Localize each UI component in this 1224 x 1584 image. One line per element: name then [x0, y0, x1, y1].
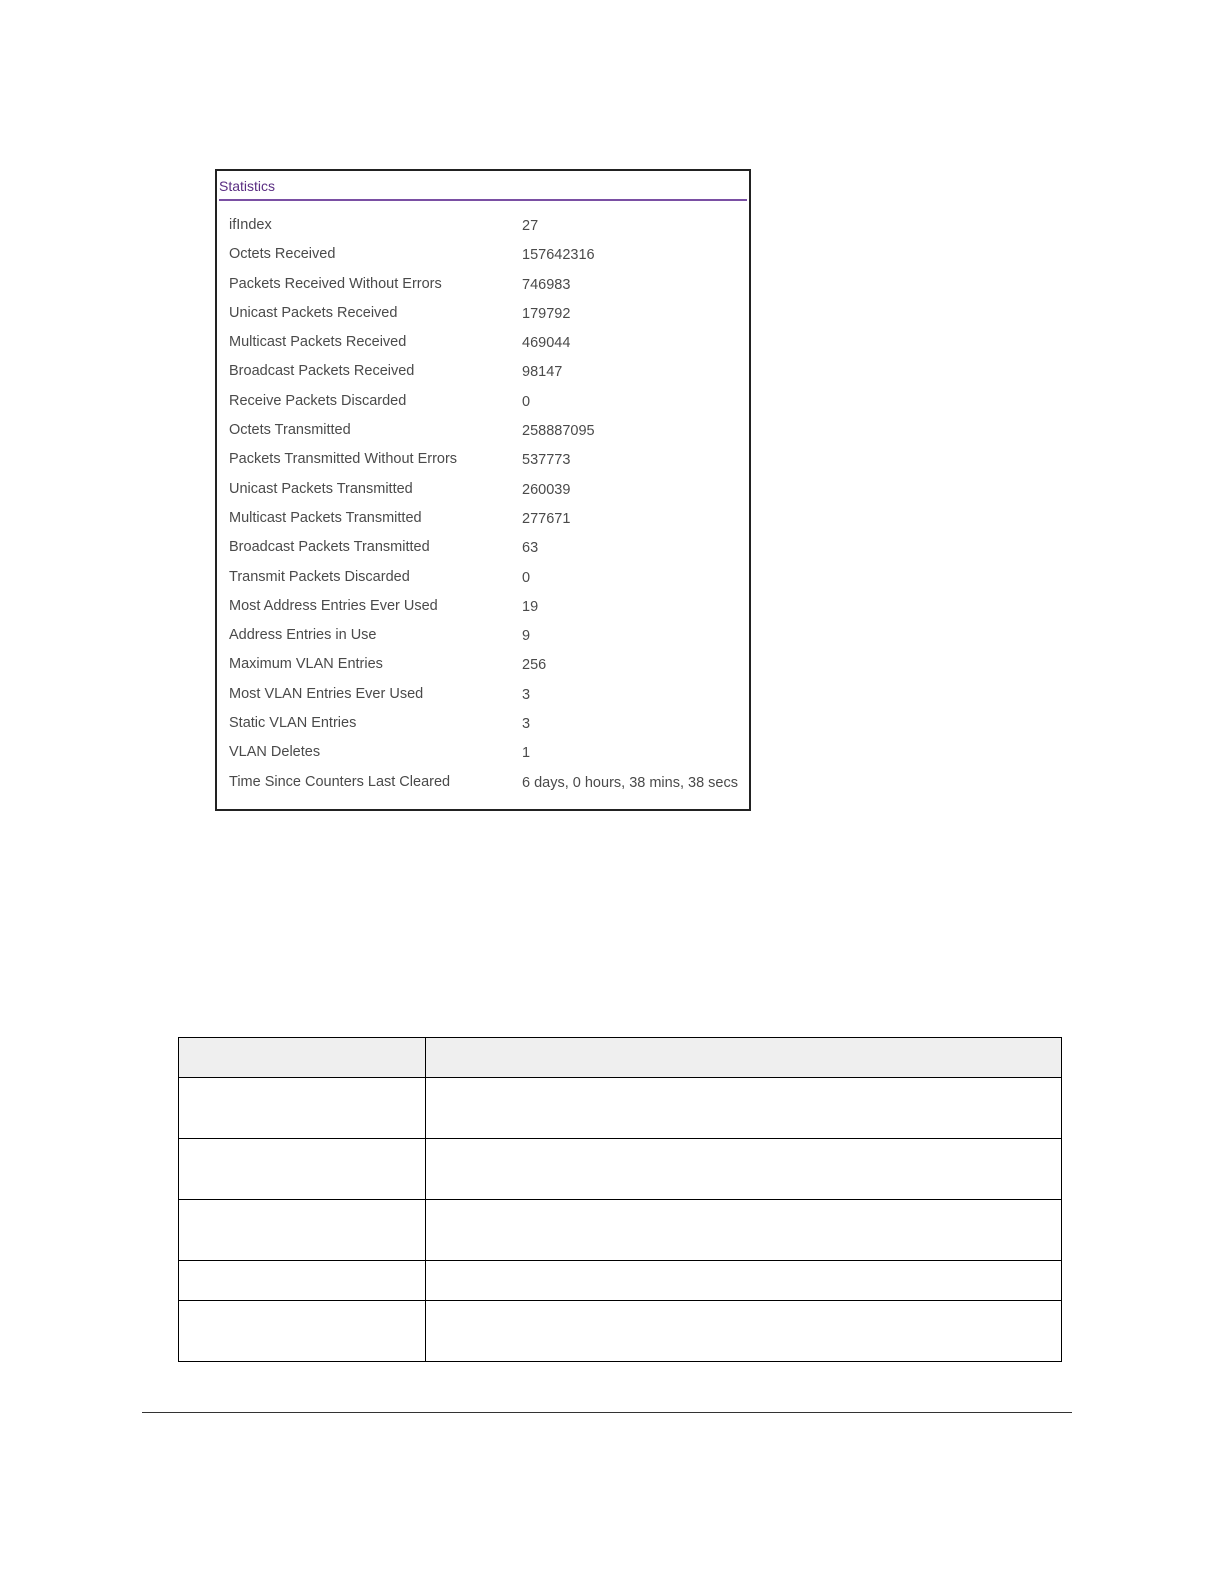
stat-label: Maximum VLAN Entries [229, 656, 383, 673]
stat-value: 3 [522, 686, 531, 703]
stat-label: Static VLAN Entries [229, 715, 357, 732]
stat-label: Most Address Entries Ever Used [229, 597, 438, 614]
stat-label: Unicast Packets Received [229, 304, 398, 321]
stat-label: Time Since Counters Last Cleared [229, 773, 451, 790]
statistics-panel [215, 169, 751, 811]
table-cell [179, 1139, 426, 1200]
stat-value: 27 [522, 218, 539, 234]
stat-value: 537773 [522, 452, 571, 469]
stat-label: Address Entries in Use [229, 627, 377, 644]
table-cell [426, 1200, 1062, 1261]
stat-row-most-address-entries-ever-used [217, 593, 749, 622]
stat-row-time-since-counters-last-cleared [217, 769, 749, 798]
stat-label: Receive Packets Discarded [229, 392, 407, 409]
stat-row-broadcast-packets-received [217, 358, 749, 387]
table-row [179, 1301, 1062, 1362]
stat-value: 256 [522, 657, 547, 674]
stat-value: 9 [522, 628, 531, 645]
table-header-cell [426, 1038, 1062, 1078]
stat-value: 6 days, 0 hours, 38 mins, 38 secs [522, 774, 738, 791]
stat-label: Unicast Packets Transmitted [229, 480, 413, 497]
stat-value: 3 [522, 716, 531, 733]
table-row [179, 1078, 1062, 1139]
stat-row-address-entries-in-use [217, 622, 749, 651]
stat-label: Packets Received Without Errors [229, 275, 442, 292]
stat-row-unicast-packets-transmitted [217, 476, 749, 505]
stat-row-octets-transmitted [217, 417, 749, 446]
table-cell [426, 1139, 1062, 1200]
table-row [179, 1261, 1062, 1301]
stat-value: 277671 [522, 510, 571, 527]
stat-row-static-vlan-entries [217, 710, 749, 739]
stat-value: 98147 [522, 364, 563, 381]
stat-label: Multicast Packets Received [229, 334, 407, 351]
stat-value: 157642316 [522, 247, 595, 264]
stat-row-vlan-deletes [217, 739, 749, 768]
stat-label: Packets Transmitted Without Errors [229, 451, 458, 468]
stat-value: 260039 [522, 481, 571, 498]
stat-value: 1 [522, 745, 531, 762]
stat-row-multicast-packets-received [217, 329, 749, 358]
stat-row-receive-packets-discarded [217, 388, 749, 417]
description-table [178, 1037, 1062, 1362]
stat-value: 179792 [522, 305, 571, 322]
tab-divider [219, 199, 747, 201]
table-header-cell [179, 1038, 426, 1078]
stat-row-most-vlan-entries-ever-used [217, 681, 749, 710]
table-cell [179, 1078, 426, 1139]
table-cell [179, 1200, 426, 1261]
stat-label: Octets Transmitted [229, 422, 351, 439]
footer-divider [142, 1412, 1072, 1413]
stat-label: ifIndex [229, 217, 272, 233]
table-cell [426, 1078, 1062, 1139]
stat-row-maximum-vlan-entries [217, 651, 749, 680]
stat-row-ifindex [217, 212, 749, 241]
stat-label: Most VLAN Entries Ever Used [229, 685, 424, 702]
stat-label: Broadcast Packets Transmitted [229, 539, 430, 556]
stat-row-packets-transmitted-without-errors [217, 446, 749, 475]
table-header-row [179, 1038, 1062, 1078]
stat-row-multicast-packets-transmitted [217, 505, 749, 534]
stat-label: Multicast Packets Transmitted [229, 509, 422, 526]
table-row [179, 1139, 1062, 1200]
stat-label: Transmit Packets Discarded [229, 568, 410, 585]
tab-statistics[interactable]: Statistics [219, 178, 276, 194]
stat-value: 469044 [522, 335, 571, 352]
stat-label: Broadcast Packets Received [229, 363, 415, 380]
table-cell [426, 1261, 1062, 1301]
stat-value: 63 [522, 540, 539, 557]
table-row [179, 1200, 1062, 1261]
stat-row-unicast-packets-received [217, 300, 749, 329]
stat-row-packets-received-without-errors [217, 271, 749, 300]
stat-row-transmit-packets-discarded [217, 564, 749, 593]
stat-row-octets-received [217, 241, 749, 270]
stat-label: Octets Received [229, 246, 336, 263]
stat-label: VLAN Deletes [229, 744, 321, 761]
stat-value: 0 [522, 569, 531, 586]
stat-value: 258887095 [522, 423, 595, 440]
stat-value: 0 [522, 393, 531, 410]
stat-value: 746983 [522, 276, 571, 293]
table-cell [179, 1261, 426, 1301]
stat-value: 19 [522, 598, 539, 615]
table-cell [179, 1301, 426, 1362]
table-cell [426, 1301, 1062, 1362]
stat-row-broadcast-packets-transmitted [217, 534, 749, 563]
statistics-list [217, 212, 749, 798]
